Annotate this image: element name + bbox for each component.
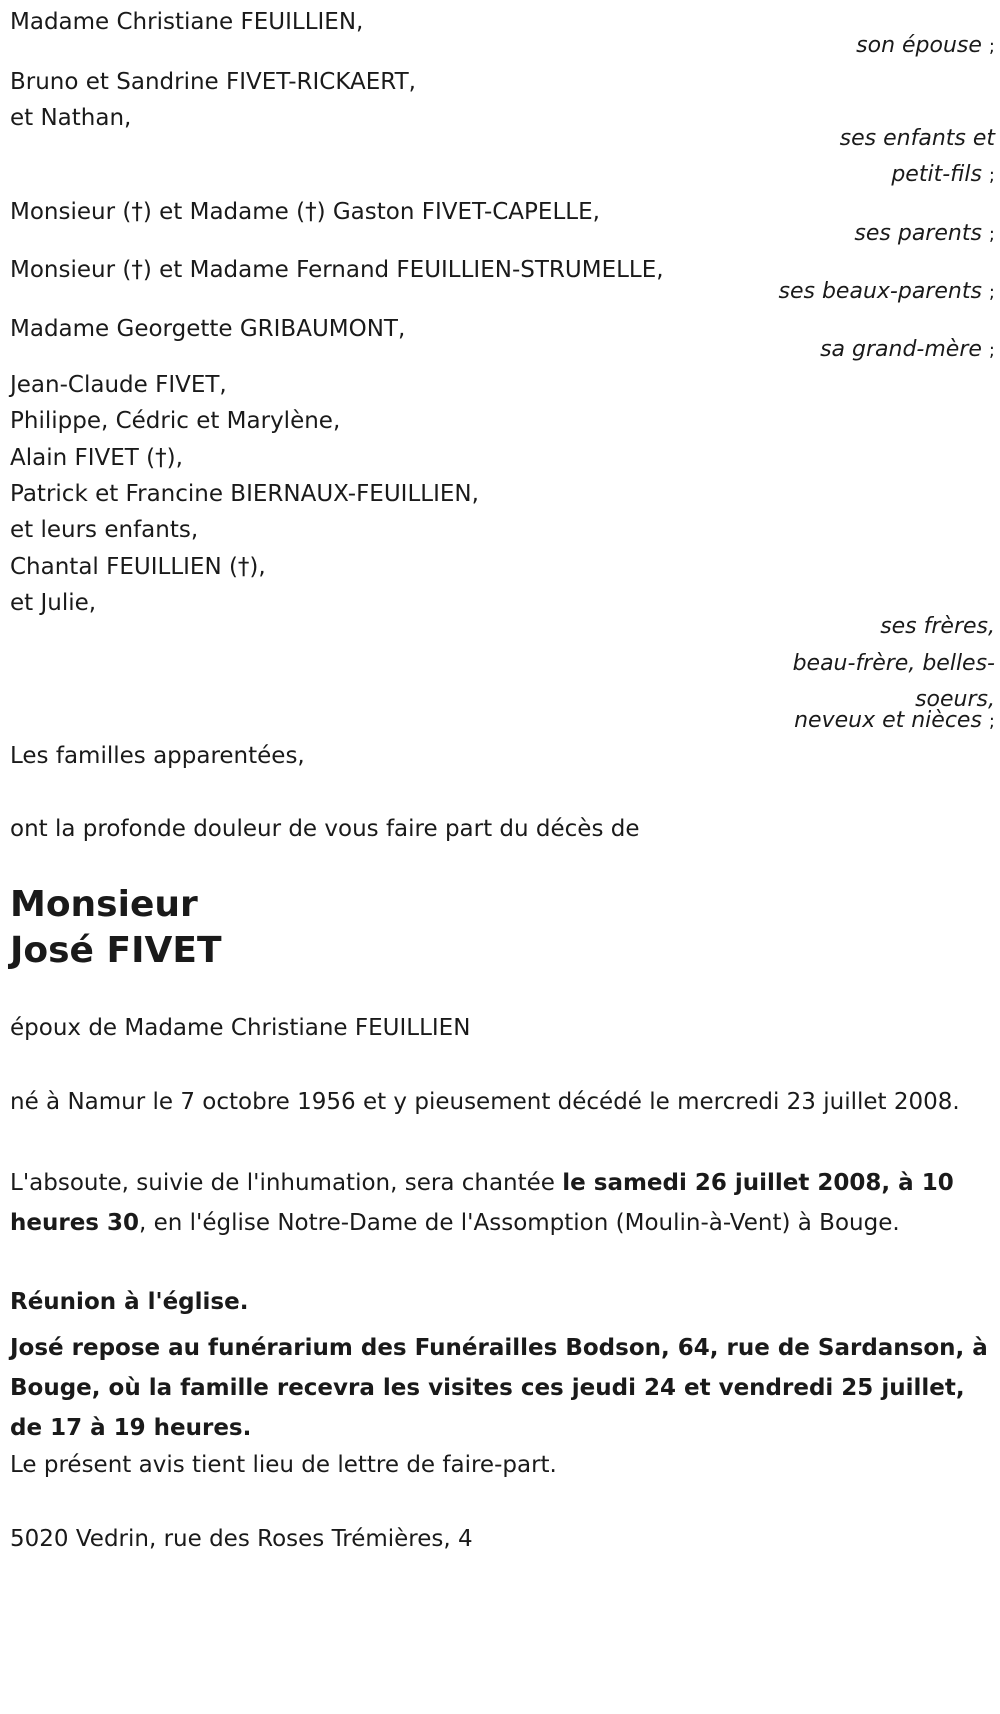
relation-label: son épouse ; (856, 33, 995, 58)
relation-label: ses beaux-parents ; (778, 279, 995, 304)
relation-label: ses parents ; (854, 221, 995, 246)
family-member-line: Patrick et Francine BIERNAUX-FEUILLIEN, (10, 481, 479, 507)
families-line: Les familles apparentées, (10, 743, 305, 769)
relation-label: petit-fils ; (891, 162, 995, 187)
family-member-line: et Nathan, (10, 105, 132, 131)
notice-line: Le présent avis tient lieu de lettre de faire-part. (10, 1452, 557, 1478)
relation-label: ses frères, (880, 614, 995, 639)
birth-death-paragraph: né à Namur le 7 octobre 1956 et y pieusement décédé le mercredi 23 juillet 2008. (10, 1089, 960, 1115)
relation-label: beau-frère, belles- (792, 651, 995, 676)
family-member-line: et Julie, (10, 590, 97, 616)
relation-label: soeurs, (915, 687, 995, 712)
address-line: 5020 Vedrin, rue des Roses Trémières, 4 (10, 1526, 473, 1552)
family-member-line: Madame Georgette GRIBAUMONT, (10, 316, 406, 342)
spouse-line: époux de Madame Christiane FEUILLIEN (10, 1015, 471, 1041)
announcement: ont la profonde douleur de vous faire part du décès de (10, 816, 640, 842)
family-member-line: Madame Christiane FEUILLIEN, (10, 9, 364, 35)
family-member-line: Jean-Claude FIVET, (10, 372, 227, 398)
family-member-line: et leurs enfants, (10, 517, 199, 543)
meeting-note: Réunion à l'église. (10, 1289, 249, 1315)
relation-label: ses enfants et (839, 126, 995, 151)
relation-label: sa grand-mère ; (820, 337, 995, 362)
deceased-name: José FIVET (10, 930, 222, 971)
family-member-line: Bruno et Sandrine FIVET-RICKAERT, (10, 69, 416, 95)
family-member-line: Alain FIVET (†), (10, 445, 183, 471)
family-member-line: Chantal FEUILLIEN (†), (10, 554, 266, 580)
deceased-honorific: Monsieur (10, 884, 198, 925)
family-member-line: Monsieur (†) et Madame (†) Gaston FIVET-CAPELLE, (10, 199, 600, 225)
funerarium-paragraph: José repose au funérarium des Funérailles Bodson, 64, rue de Sardanson, à Bouge, où la famille recevra les visites ces jeudi 24 et vendredi 25 juillet, de 17 à 19 heures. (10, 1335, 988, 1441)
relation-label: neveux et nièces ; (794, 708, 995, 733)
family-member-line: Philippe, Cédric et Marylène, (10, 408, 341, 434)
family-member-line: Monsieur (†) et Madame Fernand FEUILLIEN-STRUMELLE, (10, 257, 664, 283)
ceremony-paragraph: L'absoute, suivie de l'inhumation, sera chantée le samedi 26 juillet 2008, à 10 heures 30, en l'église Notre-Dame de l'Assomption (Moulin-à-Vent) à Bouge. (10, 1170, 954, 1236)
